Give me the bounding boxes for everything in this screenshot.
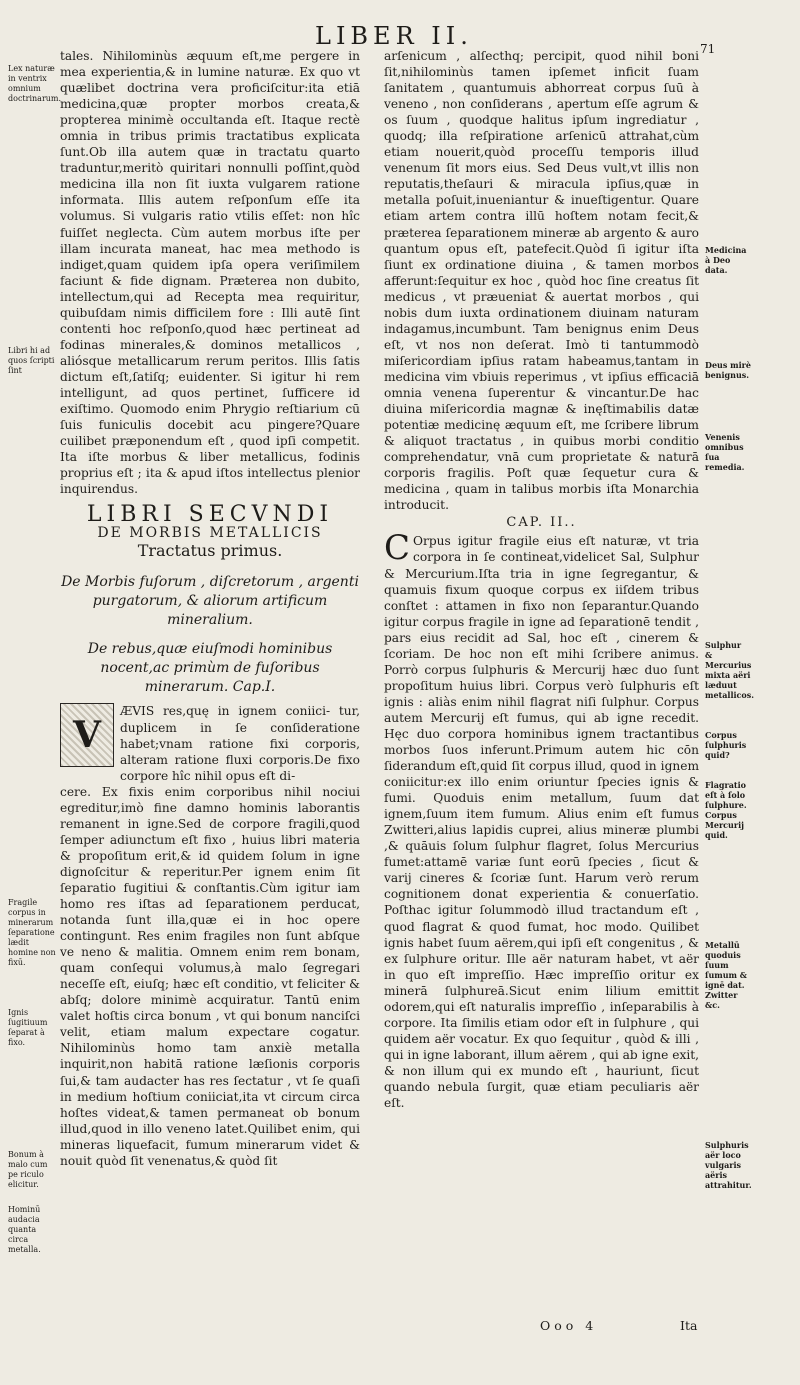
margin-note: Corpus ſulphuris quid? <box>705 730 747 760</box>
margin-note: Deus mirè benignus. <box>705 360 751 380</box>
decorated-initial: V <box>60 703 114 767</box>
margin-note: Bonum à malo cum pe riculo elicitur. <box>8 1150 48 1189</box>
chapter-title: De rebus,quæ eiuſmodi hominibus nocent,ac primùm de fuſoribus minerarum. Cap.I. <box>87 641 333 696</box>
right-column <box>384 48 699 1111</box>
margin-note: Lex naturæ in ventrix omnium doctrinarum. <box>8 64 62 103</box>
margin-note: Sulphur & Mercurius mixta aëri læduut metallicos. <box>705 640 755 700</box>
margin-note: Metallū quoduis ſuum ſumum & ignē dat. Zwitter &c. <box>705 940 748 1010</box>
margin-note: Flagratio eſt à ſolo ſulphure. Corpus Mercurij quid. <box>705 780 747 840</box>
body-text-run: Orpus igitur fragile eius eſt naturæ, vt tria corpora in ſe contineat,videlicet Sal, Sulphur & Mercurium.Iſta tria in igne ſegregantur, & quamuis fixum quoque corpus ex iiſdem tribus conſtet : attamen in fixo non ſeparantur.Quando igitur corpus fragile in igne ad ſeparationē tendit , pars eius recidit ad Sal, hoc eſt , cinerem & ſcoriam. De hoc non eſt mihi ſcribere animus. Porrò corpus ſulphuris & Mercurij hæc duo ſunt propoſitum huius libri. Corpus verò ſulphuris eſt ignis : aliàs enim nihil flagrat niſi ſulphur. Corpus autem Mercurij eſt fumus, qui ab igne recedit. Hęc duo corpora hominibus ignem tractantibus morbos ſuos inferunt.Primum autem hic cōn ſiderandum eſt,quid ſit corpus illud, quod in ignem coniicitur:ex illo enim oriuntur ſpecies ignis & fumi. Quoduis enim metallum, ſuum dat ignem,ſuum item fumum. Alius enim eſt fumus Zwitteri,alius lapidis cuprei, alius mineræ plumbi ,& quāuis ſolum ſulphur flagret, ſolus Mercurius fumet:attamē variæ ſunt eorū ſpecies , ſicut & varij cineres & ſcoriæ ſunt. Harum verò rerum cognitionem donat experientia & conuerſatio. Poſthac igitur ſolummodò illud tractandum eſt , quod flagrat & quod fumat, hoc modo. Quilibet ignis habet ſuum aërem,qui ipſi eſt congenitus , & ex ſulphure oritur. Ille aër naturam habet, vt aër in quo eſt impreſſio. Hæc impreſſio oritur ex minerā ſulphureā.Sicut enim lilium emittit odorem,qui eſt naturalis impreſſio , inſeparabilis à corpore. Ita ſimilis etiam odor eſt in ſulphure , qui quidem aër vocatur. Ex quo ſequitur , quòd & illi , qui in igne laborant, illum aërem , qui ab igne exit, & non illum qui ex mundo eſt , hauriunt, ſicut quando nebula ſurgit, quæ etiam peculiaris aër eſt. <box>384 534 699 1111</box>
body-text: ÆVIS res,quę in ignem coniici- tur, duplicem in ſe conſideratione habet;vnam ratione fixi corporis, alteram ratione fluxi corporis.De fixo corpore hîc nihil opus eſt di- <box>120 704 360 783</box>
body-text: cere. Ex fixis enim corporibus nihil nociui egreditur,imò fine damno hominis laborantis remanent in igne.Sed de corpore fragili,quod ſemper adiunctum eſt fixo , huius libri materia & propoſitum erit,& id quidem ſolum in igne dignoſcitur & reperitur.Per ignem enim ſit ſeparatio fugitiui & conſtantis.Cùm igitur iam homo res iſtas ad ſeparationem perducat, notanda ſunt illa,quæ ei in hoc opere contingunt. Res enim fragiles non ſunt abſque ve neno & malitia. Omnem enim rem bonam, quam conſequi volumus,à malo ſegregari neceſſe eſt, eiuſq; hæc eſt conditio, vt feliciter & abſq; dolore minimè acquiratur. Tantū enim valet hoſtis circa bonum , vt qui bonum nanciſci velit, etiam malum expectare cogatur. Nihilominùs homo tam anxiè metalla inquirit,non habitā ratione læſionis corporis ſui,& tam audacter has res ſectatur , vt ſe quaſi in medium hoſtium coniiciat,ita vt circum circa hoſtes videat,& tamen permaneat ob bonum illud,quod in illo veneno latet.Quilibet enim, qui mineras liquefacit, fumum minerarum videt & nouit quòd ſit venenatus,& quòd ſit <box>60 784 360 1168</box>
page-number: 71 <box>700 42 716 56</box>
margin-note: Ignis ſugitiuum ſeparat à fixo. <box>8 1008 48 1047</box>
book-heading <box>60 502 360 561</box>
chapter-heading: CAP. II.. <box>506 515 577 531</box>
book-heading-line: Tractatus primus. <box>137 541 283 561</box>
section-title: De Morbis fuſorum , diſcretorum , argenti purgatorum, & aliorum artificum mineralium. <box>61 574 359 629</box>
book-heading-line: LIBRI SECVNDI <box>86 502 334 528</box>
margin-note: Venenis omnibus ſua remedia. <box>705 432 745 472</box>
running-title: LIBER II. <box>315 22 473 50</box>
margin-note: Sulphuris aër loco vulgaris aëris attrahitur. <box>705 1140 752 1190</box>
margin-note: Medicina à Deo data. <box>705 245 747 275</box>
body-text: arſenicum , alſecthq; percipit, quod nihil boni ſit,nihilominùs tamen ipſemet inficit ſuam ſanitatem , quantumuis abhorreat corpus ſuū à veneno , non conſiderans , apertum eſſe agrum & os ſuum , quodque halitus ipſum ingrediatur , quodq; illa reſpiratione arſenicū attrahat,cùm etiam nouerit,quòd proceſſu temporis illud venenum ſit mors eius. Sed Deus vult,vt illis non reputatis,theſauri & miracula ipſius,quæ in metalla poſuit,inueniantur & inueſtigentur. Quare etiam artem contra illū hoſtem notam fecit,& præterea ſeparationem mineræ ab argento & auro quantum opus eſt, patefecit.Quòd ſi igitur iſta ſiunt ex ordinatione diuina , & tamen morbos afferunt:ſequitur ex hoc , quòd hoc ſine creatus ſit medicus , vt præueniat & auertat morbos , qui nobis dum iuxta ordinationem diuinam naturam indagamus,incumbunt. Tam benignus enim Deus eſt, vt nos non deſerat. Imò ti tantummodò miſericordiam ipſius ratam habeamus,tantam in medicina vim vbiuis reperimus , vt ipſius efficaciā omnia venena ſuperentur & vincantur.De hac diuina miſericordia magnæ & inęſtimabilis datæ potentiæ medicinę æquum eſt, me ſcribere librum & aliquot tractatus , in quibus morbi conditio comprehendatur, vnā cum proprietate & naturā corporis fragilis. Poſt quæ ſequetur cura & medicina , quam in talibus morbis iſta Monarchia introducit. <box>384 49 699 513</box>
catchword: Ita <box>680 1318 698 1333</box>
left-column <box>60 48 360 1169</box>
book-heading-line: DE MORBIS METALLICIS <box>97 525 323 542</box>
margin-note: Libri hi ad quos ſcripti ſint <box>8 346 55 375</box>
margin-note: Hominū audacia quanta circa metalla. <box>8 1205 41 1254</box>
signature-mark: Ooo 4 <box>540 1318 598 1333</box>
drop-initial: C <box>384 528 411 569</box>
initial-paragraph <box>60 703 360 783</box>
margin-note: Fragile corpus in minerarum ſeparatione lædit homine non fixū. <box>8 898 56 967</box>
body-text: tales. Nihilominùs æquum eſt,me pergere in mea experientia,& in lumine naturæ. Ex quo vt quælibet doctrina vera proficiſcitur:ita etiā medicina,quæ propter morbos creata,& propterea minimè occultanda eſt. Itaque rectè omnia in tribus primis tractatibus explicata ſunt.Ob illa autem quæ in tractatu quarto traduntur,meritò quiritari nonnulli poſſint,quòd medicina illa non ſit iuxta vulgarem ratione informata. Illis autem reſponſum eſſe ita volumus. Si vulgaris ratio vtilis eſſet: non hîc fuiſſet neglecta. Cùm autem morbus iſte per illam incurata maneat, hac mea methodo is indiget,quam quidem ipſa opera veriſimilem faciunt & fide dignam. Præterea non dubito, intellectum,qui ad Recepta mea requiritur, quibuſdam nimis difficilem fore : Illi autē ſint contenti hoc reſponſo,quod hæc pertineat ad fodinas minerales,& dominos metallicos , aliósque metallicarum rerum peritos. Illis ſatis dictum eſt,ſatiſq; euidenter. Si igitur hi rem intelligunt, ad quos pertinet, ſufficere id exiſtimo. Quomodo enim Phrygio reſtiarium cū ſuis funiculis docebit acu pingere?Quare cuilibet præponendum eſt , quod ipſi competit. Ita iſte morbus & liber metallicus, fodinis proprius eſt ; ita & apud iſtos intellectus plenior inquirendus. <box>60 49 360 497</box>
body-text <box>384 528 699 1111</box>
